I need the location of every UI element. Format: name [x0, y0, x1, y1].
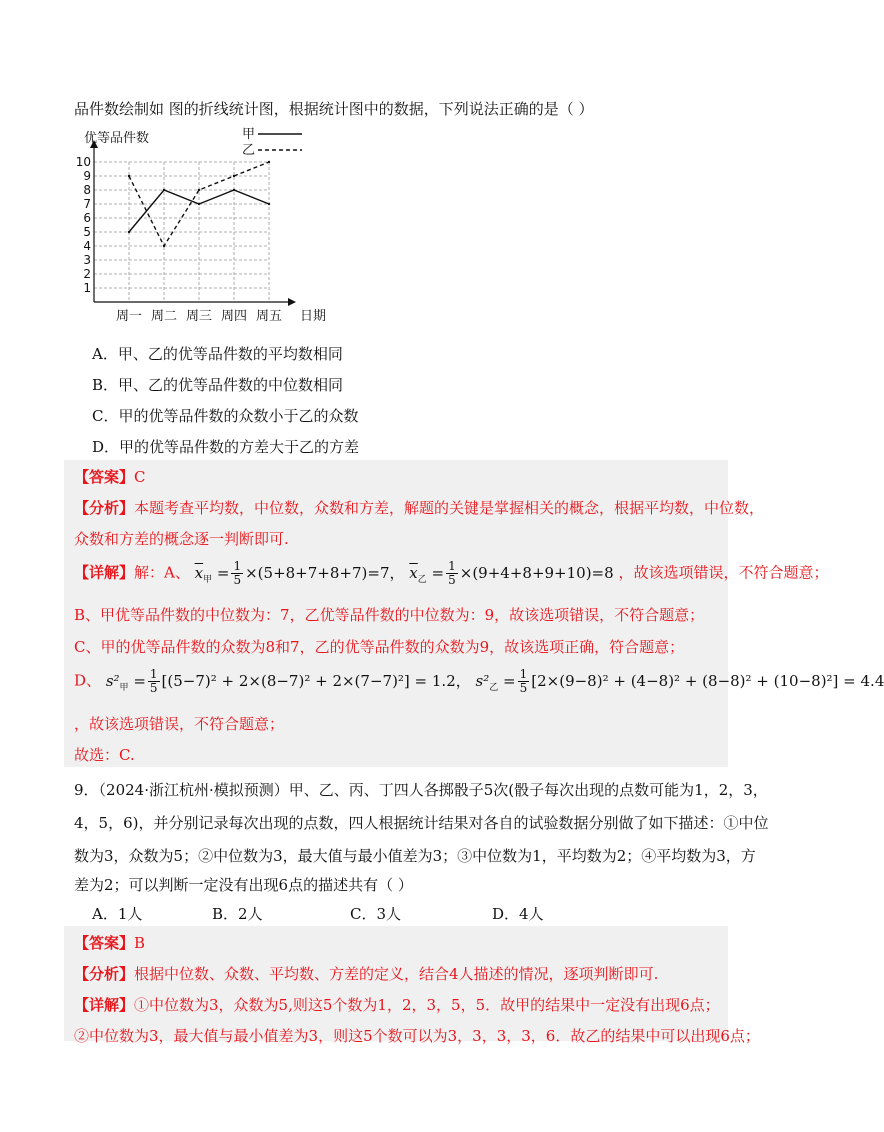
x-tick-label: 周一 — [115, 309, 143, 324]
mean-jia-expr: ×(5+8+7+8+7)=7， — [245, 563, 405, 582]
jia-subscript: 甲 — [203, 574, 213, 585]
q8-detail-d: D、 $s^2_甲$ = $\frac{1}{5}$ [(5−7)² + 2×(8−7)² + 2×(7−7)²] = 1.2， $s^2_乙$ = $\frac{1}{5}$ [2×(9−8)² + (4−8)² + (8−8)² + (10−8)²] = 4.4 — [74, 667, 884, 695]
fraction-one-fifth-4: $\frac{1}{5}$ — [519, 667, 528, 695]
data-point — [198, 203, 200, 205]
detail-label: 【详解】 — [74, 563, 135, 582]
y-tick-label: 4 — [83, 239, 91, 253]
q9-choice-d: D．4人 — [492, 905, 544, 923]
y-tick-label: 9 — [83, 169, 91, 183]
q8-option-a: A．甲、乙的优等品件数的平均数相同 — [92, 345, 343, 363]
data-point — [163, 189, 165, 191]
line-chart — [70, 126, 330, 326]
xbar-yi: $\overline{x}$ — [409, 563, 418, 582]
q8-detail-c: C、甲的优等品件数的众数为8和7，乙的优等品件数的众数为9，故该选项正确，符合题意； — [74, 638, 685, 656]
yi-subscript: 乙 — [417, 574, 427, 585]
answer-label: 【答案】 — [74, 468, 135, 486]
q9-choice-c: C．3人 — [350, 905, 402, 923]
analysis-text: 本题考查平均数，中位数，众数和方差，解题的关键是掌握相关的概念，根据平均数，中位数， — [134, 499, 765, 517]
q9-answer-value: B — [134, 934, 146, 952]
y-tick-label: 6 — [83, 211, 91, 225]
data-point — [268, 161, 270, 163]
q8-analysis-line2: 众数和方差的概念逐一判断即可. — [74, 530, 289, 548]
q9-choice-b: B．2人 — [212, 905, 263, 923]
q9-answer-label: 【答案】 — [74, 934, 135, 952]
legend-label: 乙 — [242, 143, 256, 158]
q8-intro: 品件数绘制如 图的折线统计图，根据统计图中的数据，下列说法正确的是（ ） — [74, 100, 594, 118]
q9-analysis-text: 根据中位数、众数、平均数、方差的定义，结合4人描述的情况，逐项判断即可. — [134, 965, 659, 983]
detail-a-prefix: 解：A、 — [134, 563, 190, 582]
mean-yi-expr: ×(9+4+8+9+10)=8 — [459, 563, 614, 582]
variance-yi-expr: [2×(9−8)² + (4−8)² + (8−8)² + (10−8)²] = 4.4 — [531, 671, 884, 690]
fraction-one-fifth: $\frac{1}{5}$ — [233, 559, 242, 587]
q9-choices — [92, 903, 652, 923]
x-tick-label: 周四 — [220, 309, 248, 324]
data-point — [128, 175, 130, 177]
q8-option-b: B．甲、乙的优等品件数的中位数相同 — [92, 376, 344, 394]
xbar-jia: $\overline{x}$ — [194, 563, 204, 582]
data-point — [128, 231, 130, 233]
x-tick-label: 周二 — [150, 309, 178, 324]
data-point — [163, 245, 165, 247]
q8-detail-a: 【详解】解：A、 $\overline{x}_甲$ = $\frac{1}{5}$ ×(5+8+7+8+7)=7， $\overline{x}_乙$ = $\frac{1}{5}$ ×(9+4+8+9+10)=8 ，故该选项错误，不符合题意； — [74, 559, 829, 587]
fraction-one-fifth-3: $\frac{1}{5}$ — [149, 667, 158, 695]
q8-option-c: C．甲的优等品件数的众数小于乙的众数 — [92, 407, 359, 425]
fraction-one-fifth-2: $\frac{1}{5}$ — [448, 559, 456, 587]
detail-a-suffix: ，故该选项错误，不符合题意； — [618, 563, 829, 582]
q8-analysis-line1 — [74, 497, 764, 518]
x-axis-label: 日期 — [300, 309, 327, 324]
y-tick-label: 1 — [83, 281, 91, 295]
q9-detail-1-text: ①中位数为3，众数为5,则这5个数为1，2，3，5，5．故甲的结果中一定没有出现6点； — [134, 996, 720, 1014]
variance-yi: s² — [475, 671, 490, 690]
q9-line3: 数为3，众数为5；②中位数为3，最大值与最小值差为3；③中位数为1，平均数为2；④平均数为3，方 — [74, 847, 756, 865]
q9-line4: 差为2；可以判断一定没有出现6点的描述共有（ ） — [74, 876, 413, 894]
q9-analysis — [74, 963, 658, 984]
y-tick-label: 8 — [83, 183, 91, 197]
q9-choice-a: A．1人 — [92, 905, 143, 923]
x-tick-label: 周三 — [185, 309, 213, 324]
jia-subscript-2: 甲 — [119, 682, 129, 693]
data-point — [233, 189, 235, 191]
legend-label: 甲 — [242, 127, 256, 142]
y-tick-label: 2 — [83, 267, 91, 281]
q8-option-d: D．甲的优等品件数的方差大于乙的方差 — [92, 438, 360, 456]
variance-jia: s² — [105, 671, 120, 690]
q8-answer — [74, 466, 146, 487]
y-axis-label: 优等品件数 — [84, 131, 150, 146]
y-tick-label: 10 — [75, 155, 91, 169]
q9-line1: 9．（2024·浙江杭州·模拟预测）甲、乙、丙、丁四人各掷骰子5次(骰子每次出现的点数可能为1，2，3， — [74, 781, 768, 799]
q8-detail-d-suffix: ，故该选项错误，不符合题意； — [74, 715, 285, 733]
variance-jia-expr: [(5−7)² + 2×(8−7)² + 2×(7−7)²] = 1.2， — [161, 671, 471, 690]
q8-detail-b: B、甲优等品件数的中位数为：7，乙优等品件数的中位数为：9，故该选项错误，不符合题意； — [74, 606, 705, 624]
data-point — [233, 175, 235, 177]
x-tick-label: 周五 — [255, 309, 283, 324]
q9-detail-1 — [74, 994, 720, 1015]
y-tick-label: 3 — [83, 253, 91, 267]
series-line-0 — [129, 190, 269, 232]
y-tick-label: 5 — [83, 225, 91, 239]
q9-detail-2: ②中位数为3，最大值与最小值差为3，则这5个数可以为3，3，3，3，6．故乙的结果中可以出现6点； — [74, 1027, 760, 1045]
q9-line2: 4，5，6)，并分别记录每次出现的点数，四人根据统计结果对各自的试验数据分别做了如下描述：①中位 — [74, 814, 769, 832]
analysis-label: 【分析】 — [74, 499, 135, 517]
y-tick-label: 7 — [83, 197, 91, 211]
data-point — [198, 189, 200, 191]
q9-analysis-label: 【分析】 — [74, 965, 135, 983]
data-point — [268, 203, 270, 205]
q8-conclusion: 故选：C. — [74, 746, 135, 764]
x-axis-arrow — [288, 298, 296, 306]
q9-answer — [74, 932, 145, 953]
yi-subscript-2: 乙 — [489, 682, 499, 693]
answer-value: C — [134, 468, 146, 486]
detail-d-prefix: D、 — [74, 671, 102, 690]
q9-detail-label: 【详解】 — [74, 996, 135, 1014]
